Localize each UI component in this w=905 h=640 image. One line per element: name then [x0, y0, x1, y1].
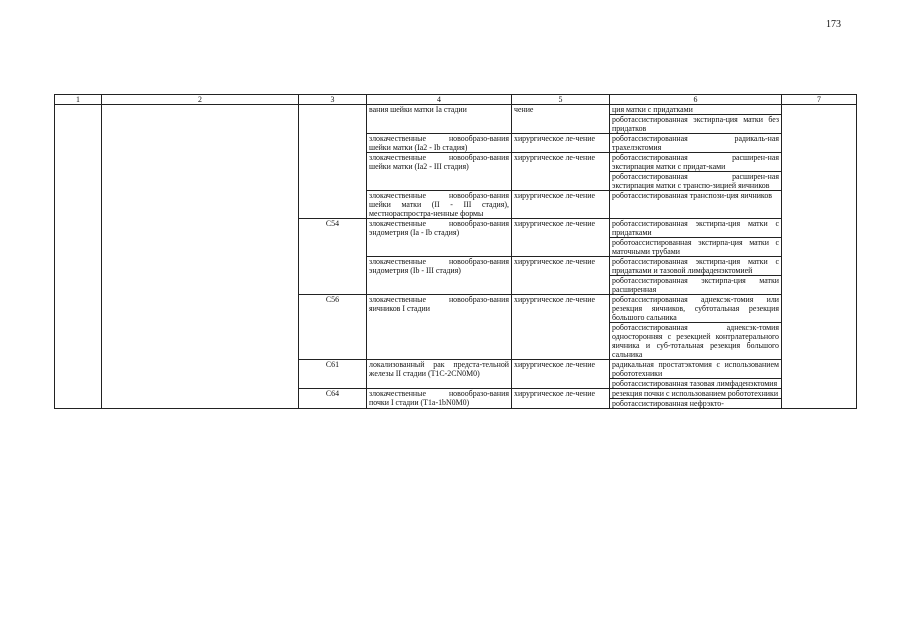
treatment-method: роботассистированная экстирпа-ция матки с придатками [610, 219, 782, 238]
diagnosis-description: злокачественные новообразо-вания эндометрия (Ib - III стадия) [367, 257, 512, 295]
header-col-2: 2 [102, 95, 299, 105]
treatment-type: хирургическое ле-чение [512, 295, 610, 360]
diagnosis-description: злокачественные новообразо-вания почки I стадии (T1a-1bN0M0) [367, 389, 512, 409]
treatment-method: роботассистированная экстирпа-ция матки без придатков [610, 115, 782, 134]
col7-cell [782, 105, 857, 409]
page-number: 173 [826, 19, 841, 30]
header-col-5: 5 [512, 95, 610, 105]
treatment-method: ция матки с придатками [610, 105, 782, 115]
diagnosis-code: C56 [299, 295, 367, 360]
treatment-type: хирургическое ле-чение [512, 360, 610, 389]
treatment-type: хирургическое ле-чение [512, 219, 610, 257]
treatment-type: хирургическое ле-чение [512, 191, 610, 219]
diagnosis-description: злокачественные новообразо-вания шейки матки (Ia2 - III стадия) [367, 153, 512, 191]
treatment-method: роботассистированная расширен-ная экстирпация матки с придат-ками [610, 153, 782, 172]
diagnosis-description: злокачественные новообразо-вания эндометрия (Ia - Ib стадия) [367, 219, 512, 257]
table-body [55, 105, 857, 409]
diagnosis-code: C54 [299, 219, 367, 295]
diagnosis-description: вания шейки матки Ia стадии [367, 105, 512, 134]
treatment-method: роботассистированная нефрэкто- [610, 399, 782, 409]
treatment-method: роботассистированная тазовая лимфаденэктомия [610, 379, 782, 389]
treatment-type: хирургическое ле-чение [512, 389, 610, 409]
header-col-1: 1 [55, 95, 102, 105]
treatment-method: радикальная простатэктомия с использованием робототехники [610, 360, 782, 379]
diagnosis-description: злокачественные новообразо-вания шейки матки (II - III стадия), местнораспростра-ненные формы [367, 191, 512, 219]
diagnosis-code: C64 [299, 389, 367, 409]
treatment-type: хирургическое ле-чение [512, 153, 610, 191]
col2-cell [102, 105, 299, 409]
treatment-type: хирургическое ле-чение [512, 134, 610, 153]
header-col-4: 4 [367, 95, 512, 105]
diagnosis-code: C61 [299, 360, 367, 389]
diagnosis-code [299, 105, 367, 219]
header-col-6: 6 [610, 95, 782, 105]
treatment-method: роботассистированная радикаль-ная трахелэктомия [610, 134, 782, 153]
header-col-3: 3 [299, 95, 367, 105]
treatment-method: роботассистированная экстирпа-ция матки расширенная [610, 276, 782, 295]
treatment-method: роботассистированная аднексэк-томия или резекция яичников, субтотальная резекция большого сальника [610, 295, 782, 323]
medical-procedures-table [54, 94, 857, 409]
diagnosis-description: злокачественные новообразо-вания шейки матки (Ia2 - Ib стадия) [367, 134, 512, 153]
treatment-method: роботассистированная аднексэк-томия односторонняя с резекцией контрлатерального яичника и суб-тотальная резекция большого сальника [610, 323, 782, 360]
diagnosis-description: локализованный рак предста-тельной железы II стадии (T1C-2CN0M0) [367, 360, 512, 389]
treatment-method: роботассистированная транспози-ция яичников [610, 191, 782, 219]
col1-cell [55, 105, 102, 409]
treatment-method: роботассистированная расширен-ная экстирпация матки с транспо-зицией яичников [610, 172, 782, 191]
treatment-method: резекция почки с использованием робототехники [610, 389, 782, 399]
header-col-7: 7 [782, 95, 857, 105]
header-row [55, 95, 857, 105]
treatment-method: роботоассистированная экстирпа-ция матки с маточными трубами [610, 238, 782, 257]
treatment-method: роботассистированная экстирпа-ция матки с придатками и тазовой лимфаденэктомией [610, 257, 782, 276]
treatment-type: хирургическое ле-чение [512, 257, 610, 295]
diagnosis-description: злокачественные новообразо-вания яичников I стадии [367, 295, 512, 360]
treatment-type: чение [512, 105, 610, 134]
table-row [55, 105, 857, 115]
